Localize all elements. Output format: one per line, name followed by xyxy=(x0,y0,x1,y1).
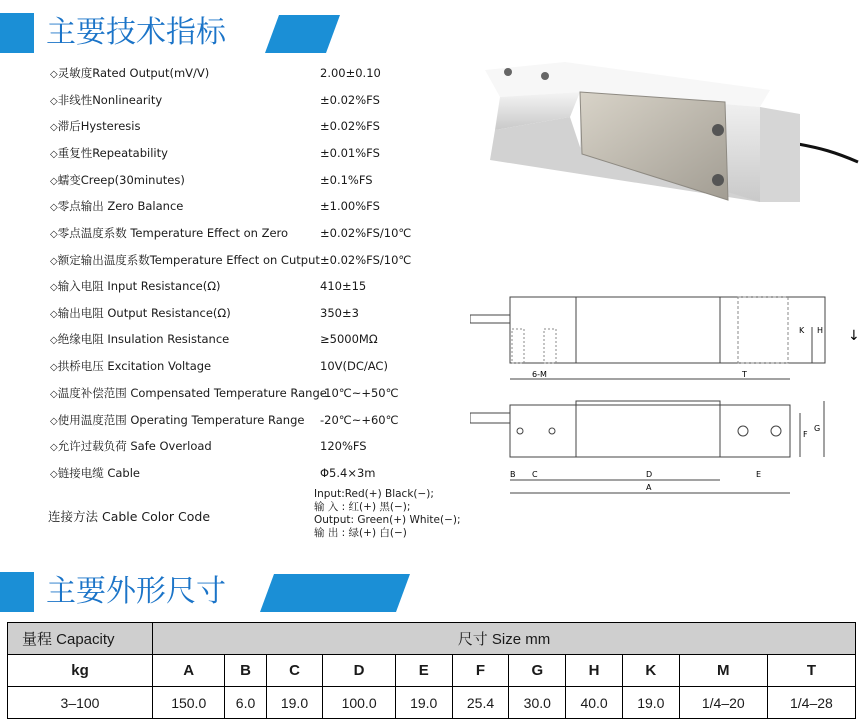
diamond-bullet-icon: ◇ xyxy=(50,416,58,427)
spec-value: 2.00±0.10 xyxy=(320,66,381,80)
spec-label-text: 输出电阻 Output Resistance(Ω) xyxy=(57,306,231,320)
table-cell: 150.0 xyxy=(153,687,225,719)
spec-value: 120%FS xyxy=(320,439,367,453)
dim-label-t: T xyxy=(742,370,747,379)
table-column-row xyxy=(8,655,856,687)
column-header: C xyxy=(266,655,323,687)
table-row xyxy=(8,687,856,719)
column-header: B xyxy=(225,655,266,687)
column-header: G xyxy=(509,655,566,687)
table-cell: 25.4 xyxy=(452,687,509,719)
table-cell: 100.0 xyxy=(323,687,395,719)
spec-label-text: 重复性Repeatability xyxy=(57,146,168,160)
spec-label xyxy=(50,226,288,242)
dim-label-6m: 6-M xyxy=(532,370,547,379)
cable-line: Input:Red(+) Black(−); xyxy=(314,488,434,500)
dimension-drawing xyxy=(470,285,862,500)
table-cell: 19.0 xyxy=(622,687,679,719)
spec-label-text: 温度补偿范围 Compensated Temperature Range xyxy=(57,386,327,400)
spec-label-text: 使用温度范围 Operating Temperature Range xyxy=(57,413,305,427)
spec-label xyxy=(50,359,211,375)
spec-label-text: 滞后Hysteresis xyxy=(57,119,141,133)
spec-label-text: 零点输出 Zero Balance xyxy=(57,199,184,213)
spec-label xyxy=(50,119,140,135)
table-cell: 19.0 xyxy=(395,687,452,719)
spec-label-text: 蠕变Creep(30minutes) xyxy=(57,173,185,187)
diamond-bullet-icon: ◇ xyxy=(50,69,58,80)
diamond-bullet-icon: ◇ xyxy=(50,122,58,133)
header-accent-block xyxy=(0,572,34,612)
capacity-header: 量程 Capacity xyxy=(8,623,153,655)
dim-label-h: H xyxy=(817,326,824,335)
spec-value: ±0.02%FS/10℃ xyxy=(320,226,412,240)
section-header-dimensions xyxy=(0,569,420,617)
diamond-bullet-icon: ◇ xyxy=(50,149,58,160)
spec-value: ≥5000MΩ xyxy=(320,332,378,346)
spec-label xyxy=(50,279,221,295)
spec-label xyxy=(50,306,231,322)
column-header: A xyxy=(153,655,225,687)
dim-label-d: D xyxy=(646,470,653,479)
column-header: F xyxy=(452,655,509,687)
table-cell: 40.0 xyxy=(566,687,623,719)
cable-color-code-label: 连接方法 Cable Color Code xyxy=(48,509,211,524)
table-cell: 1/4–28 xyxy=(767,687,855,719)
size-table xyxy=(7,622,856,719)
spec-value: ±0.02%FS/10℃ xyxy=(320,253,412,267)
spec-label xyxy=(50,199,183,215)
spec-label-text: 额定输出温度系数Temperature Effect on Cutput xyxy=(57,253,320,267)
column-header: M xyxy=(679,655,767,687)
diamond-bullet-icon: ◇ xyxy=(50,176,58,187)
diamond-bullet-icon: ◇ xyxy=(50,282,58,293)
spec-label xyxy=(50,466,140,482)
dim-label-a: A xyxy=(646,483,652,492)
spec-value: 350±3 xyxy=(320,306,359,320)
cable-line: 输 出 : 绿(+) 白(−) xyxy=(314,527,407,539)
section-title-dimensions: 主要外形尺寸 xyxy=(46,574,226,609)
spec-label-text: 灵敏度Rated Output(mV/V) xyxy=(57,66,210,80)
spec-label-text: 零点温度系数 Temperature Effect on Zero xyxy=(57,226,289,240)
dim-label-e: E xyxy=(756,470,762,479)
spec-value: ±0.02%FS xyxy=(320,119,380,133)
column-header: D xyxy=(323,655,395,687)
cable-line: Output: Green(+) White(−); xyxy=(314,514,461,526)
spec-value: -20℃~+60℃ xyxy=(320,413,399,427)
spec-value: -10℃~+50℃ xyxy=(320,386,399,400)
spec-value: 10V(DC/AC) xyxy=(320,359,388,373)
column-header: E xyxy=(395,655,452,687)
cable-color-code-values xyxy=(314,488,461,540)
header-stripe xyxy=(260,574,410,612)
diamond-bullet-icon: ◇ xyxy=(50,362,58,373)
dim-label-g: G xyxy=(814,424,821,433)
table-cell: 1/4–20 xyxy=(679,687,767,719)
table-cell: 6.0 xyxy=(225,687,266,719)
diamond-bullet-icon: ◇ xyxy=(50,202,58,213)
spec-value: ±0.01%FS xyxy=(320,146,380,160)
spec-value: ±1.00%FS xyxy=(320,199,380,213)
spec-label xyxy=(50,332,229,348)
spec-label xyxy=(50,66,209,82)
spec-label-text: 链接电缆 Cable xyxy=(57,466,141,480)
column-header: H xyxy=(566,655,623,687)
diamond-bullet-icon: ◇ xyxy=(50,309,58,320)
column-header: K xyxy=(622,655,679,687)
spec-value: ±0.1%FS xyxy=(320,173,373,187)
diamond-bullet-icon: ◇ xyxy=(50,96,58,107)
dim-label-b: B xyxy=(510,470,516,479)
column-header: T xyxy=(767,655,855,687)
diamond-bullet-icon: ◇ xyxy=(50,335,58,346)
spec-value: ±0.02%FS xyxy=(320,93,380,107)
table-cell: 30.0 xyxy=(509,687,566,719)
dim-label-f: F xyxy=(803,430,808,439)
header-stripe xyxy=(265,15,340,53)
spec-label-text: 拱桥电压 Excitation Voltage xyxy=(57,359,212,373)
dim-label-k: K xyxy=(799,326,805,335)
table-cell: 3–100 xyxy=(8,687,153,719)
header-accent-block xyxy=(0,13,34,53)
spec-label xyxy=(50,253,320,269)
diamond-bullet-icon: ◇ xyxy=(50,229,58,240)
size-header: 尺寸 Size mm xyxy=(153,623,856,655)
diamond-bullet-icon: ◇ xyxy=(50,442,58,453)
diamond-bullet-icon: ◇ xyxy=(50,389,58,400)
spec-label xyxy=(50,413,304,429)
dim-label-c: C xyxy=(532,470,538,479)
spec-label-text: 允许过载负荷 Safe Overload xyxy=(57,439,212,453)
cable-line: 输 入 : 红(+) 黑(−); xyxy=(314,501,411,513)
spec-label xyxy=(50,173,185,189)
load-cell-photo xyxy=(470,52,860,272)
spec-label-text: 绝缘电阻 Insulation Resistance xyxy=(57,332,230,346)
spec-label-text: 非线性Nonlinearity xyxy=(57,93,163,107)
spec-label xyxy=(50,146,168,162)
spec-value: 410±15 xyxy=(320,279,367,293)
table-cell: 19.0 xyxy=(266,687,323,719)
down-arrow-icon: ↓ xyxy=(848,328,860,344)
spec-label xyxy=(50,439,212,455)
column-header: kg xyxy=(8,655,153,687)
section-header-specs xyxy=(0,10,340,58)
spec-label xyxy=(50,386,327,402)
spec-value: Φ5.4×3m xyxy=(320,466,376,480)
spec-label-text: 输入电阻 Input Resistance(Ω) xyxy=(57,279,221,293)
diamond-bullet-icon: ◇ xyxy=(50,256,58,267)
section-title-specs: 主要技术指标 xyxy=(46,15,226,50)
diamond-bullet-icon: ◇ xyxy=(50,469,58,480)
spec-label xyxy=(50,93,162,109)
